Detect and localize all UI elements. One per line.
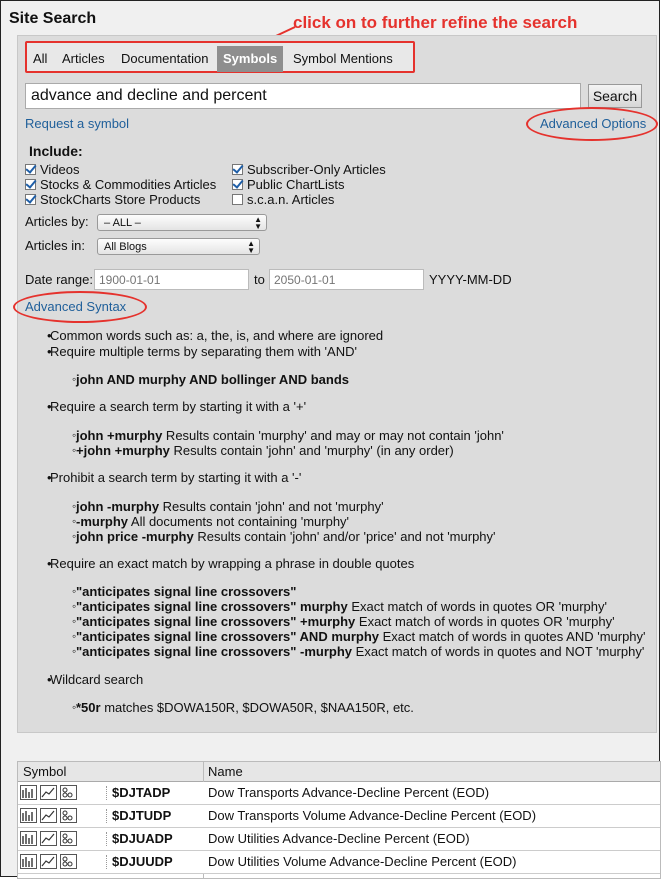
advanced-options-link[interactable]: Advanced Options [540, 116, 647, 131]
column-header-name[interactable]: Name [204, 762, 661, 782]
option-label: Videos [40, 162, 80, 177]
option-label: Public ChartLists [247, 177, 345, 192]
line-chart-icon[interactable] [40, 854, 57, 869]
symbol-cell[interactable]: $DJUADP [112, 831, 173, 846]
advanced-syntax-link[interactable]: Advanced Syntax [25, 299, 127, 314]
articles-in-value: All Blogs [104, 241, 147, 253]
pnf-chart-icon[interactable] [60, 831, 77, 846]
select-arrows-icon: ▲ ▼ [254, 215, 262, 231]
tab-symbols[interactable]: Symbols [217, 46, 283, 72]
include-option-store-products[interactable] [25, 192, 200, 207]
checkbox-icon[interactable] [232, 194, 243, 205]
row-divider [106, 832, 108, 846]
articles-by-value: – ALL – [104, 217, 141, 229]
results-table [17, 761, 661, 879]
row-divider [106, 786, 108, 800]
date-from-input[interactable] [94, 269, 249, 290]
bar-chart-icon[interactable] [20, 808, 37, 823]
bar-chart-icon[interactable] [20, 854, 37, 869]
name-cell: Dow Utilities Volume Advance-Decline Percent (EOD) [208, 854, 517, 869]
date-to-input[interactable] [269, 269, 424, 290]
pnf-chart-icon[interactable] [60, 808, 77, 823]
option-label: s.c.a.n. Articles [247, 192, 335, 207]
articles-in-select[interactable] [97, 238, 260, 255]
list-item: • Wildcard search [50, 672, 143, 687]
name-cell: Dow Transports Advance-Decline Percent (EOD) [208, 785, 490, 800]
highlight-oval [526, 107, 658, 141]
table-row[interactable] [18, 782, 661, 805]
list-item: ◦ "anticipates signal line crossovers" [76, 584, 296, 599]
list-item: ◦ "anticipates signal line crossovers" AND murphy Exact match of words in quotes AND 'murphy' [76, 629, 646, 644]
list-item: ◦ "anticipates signal line crossovers" +murphy Exact match of words in quotes OR 'murphy' [76, 614, 615, 629]
articles-by-select[interactable] [97, 214, 267, 231]
tab-symbol-mentions[interactable]: Symbol Mentions [293, 51, 393, 66]
checkbox-icon[interactable] [25, 194, 36, 205]
include-option-public-chartlists[interactable] [232, 177, 345, 192]
table-row[interactable] [18, 805, 661, 828]
list-item: ◦ "anticipates signal line crossovers" murphy Exact match of words in quotes OR 'murphy' [76, 599, 607, 614]
date-format-hint: YYYY-MM-DD [429, 272, 512, 287]
list-item: ◦ john AND murphy AND bollinger AND bands [76, 372, 349, 387]
search-button[interactable]: Search [588, 84, 642, 108]
bar-chart-icon[interactable] [20, 785, 37, 800]
bar-chart-icon[interactable] [20, 831, 37, 846]
search-tabs [25, 41, 415, 73]
date-range-label: Date range: [25, 272, 93, 287]
symbol-cell[interactable]: $DJUUDP [112, 854, 173, 869]
list-item: ◦ john price -murphy Results contain 'john' and/or 'price' and not 'murphy' [76, 529, 496, 544]
row-divider [106, 855, 108, 869]
include-option-stocks-commodities[interactable] [25, 177, 216, 192]
page-title: Site Search [9, 10, 97, 27]
tabs-annotation: click on to further refine the search [293, 13, 578, 32]
line-chart-icon[interactable] [40, 808, 57, 823]
table-row[interactable] [18, 828, 661, 851]
symbol-cell[interactable]: $DJTADP [112, 785, 171, 800]
tab-all[interactable]: All [33, 51, 48, 66]
list-item: ◦ john +murphy Results contain 'murphy' and may or may not contain 'john' [76, 428, 504, 443]
pnf-chart-icon[interactable] [60, 854, 77, 869]
list-item: • Common words such as: a, the, is, and where are ignored [50, 328, 383, 343]
list-item: ◦ +john +murphy Results contain 'john' and 'murphy' (in any order) [76, 443, 454, 458]
tab-articles[interactable]: Articles [62, 51, 105, 66]
table-row[interactable] [18, 851, 661, 874]
list-item: • Require an exact match by wrapping a phrase in double quotes [50, 556, 414, 571]
tab-documentation[interactable]: Documentation [121, 51, 209, 66]
row-divider [106, 809, 108, 823]
select-arrows-icon: ▲ ▼ [247, 239, 255, 255]
articles-in-label: Articles in: [25, 238, 85, 253]
checkbox-icon[interactable] [25, 164, 36, 175]
articles-by-label: Articles by: [25, 214, 89, 229]
checkbox-icon[interactable] [232, 179, 243, 190]
pnf-chart-icon[interactable] [60, 785, 77, 800]
line-chart-icon[interactable] [40, 831, 57, 846]
list-item: • Require a search term by starting it with a '+' [50, 399, 306, 414]
symbol-cell[interactable]: $DJTUDP [112, 808, 172, 823]
date-to-label: to [254, 272, 265, 287]
name-cell: Dow Transports Volume Advance-Decline Percent (EOD) [208, 808, 537, 823]
include-option-videos[interactable] [25, 162, 80, 177]
checkbox-icon[interactable] [25, 179, 36, 190]
search-input[interactable] [25, 83, 581, 109]
option-label: Subscriber-Only Articles [247, 162, 386, 177]
list-item: • Prohibit a search term by starting it with a '-' [50, 470, 301, 485]
list-item: ◦ "anticipates signal line crossovers" -murphy Exact match of words in quotes and NOT 'murphy' [76, 644, 644, 659]
line-chart-icon[interactable] [40, 785, 57, 800]
include-option-subscriber-articles[interactable] [232, 162, 386, 177]
list-item: ◦ *50r matches $DOWA150R, $DOWA50R, $NAA150R, etc. [76, 700, 414, 715]
highlight-oval [13, 291, 147, 323]
list-item: • Require multiple terms by separating them with 'AND' [50, 344, 357, 359]
list-item: ◦ john -murphy Results contain 'john' and not 'murphy' [76, 499, 384, 514]
request-symbol-link[interactable]: Request a symbol [25, 116, 130, 131]
checkbox-icon[interactable] [232, 164, 243, 175]
option-label: Stocks & Commodities Articles [40, 177, 217, 192]
option-label: StockCharts Store Products [40, 192, 201, 207]
include-heading: Include: [29, 143, 83, 159]
column-header-symbol[interactable]: Symbol [18, 762, 208, 782]
list-item: ◦ -murphy All documents not containing 'murphy' [76, 514, 349, 529]
name-cell: Dow Utilities Advance-Decline Percent (EOD) [208, 831, 470, 846]
include-option-scan-articles[interactable] [232, 192, 334, 207]
